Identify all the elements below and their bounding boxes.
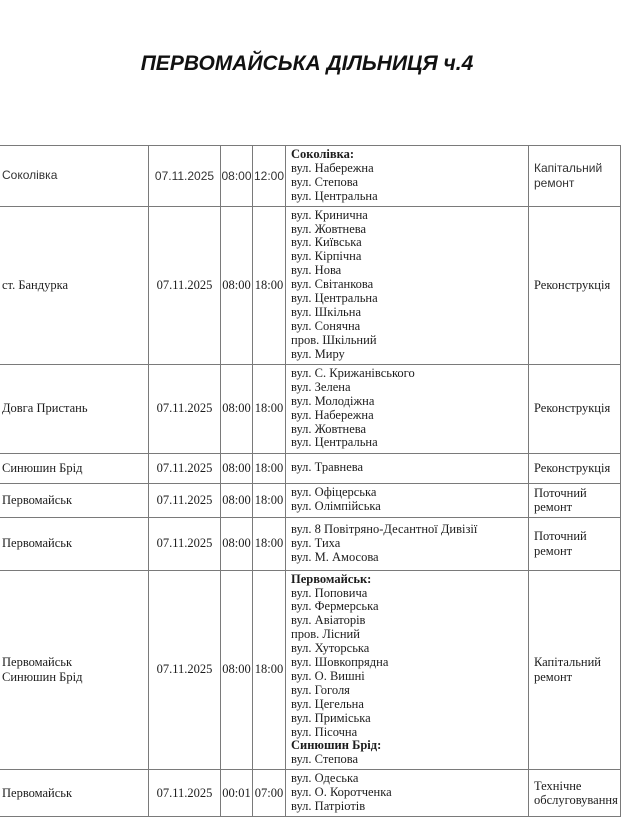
- street-line: вул. Кірпічна: [291, 249, 362, 264]
- work-type-cell: Реконструкція: [529, 365, 621, 453]
- street-line: вул. М. Амосова: [291, 549, 379, 564]
- location-line: Довга Пристань: [2, 401, 88, 416]
- street-line: вул. Гоголя: [291, 682, 350, 697]
- work-type-cell: Капітальний ремонт: [529, 146, 621, 206]
- end-time-cell: 18:00: [253, 207, 286, 364]
- location-cell: [0, 571, 149, 770]
- street-line: вул. Київська: [291, 235, 362, 250]
- table-row: [0, 146, 621, 207]
- work-type-cell: Технічне обслуговування: [529, 770, 621, 816]
- location-line: Первомайськ: [2, 492, 73, 507]
- work-type-cell: Реконструкція: [529, 207, 621, 364]
- date-cell: 07.11.2025: [149, 770, 221, 816]
- street-line: вул. Олімпійська: [291, 499, 381, 514]
- street-line: вул. Одеська: [291, 771, 359, 786]
- streets-cell: [286, 571, 529, 770]
- street-line: вул. Миру: [291, 346, 345, 361]
- start-time-cell: 08:00: [221, 365, 253, 453]
- streets-cell: [286, 365, 529, 453]
- location-cell: [0, 454, 149, 483]
- table-row: [0, 571, 621, 771]
- street-line: Синюшин Брід:: [291, 738, 382, 753]
- end-time-cell: 18:00: [253, 571, 286, 770]
- street-line: вул. С. Крижанівського: [291, 365, 415, 380]
- table-row: [0, 365, 621, 454]
- location-cell: [0, 207, 149, 364]
- street-line: вул. Жовтнева: [291, 421, 367, 436]
- work-type-cell: Поточний ремонт: [529, 518, 621, 570]
- street-line: вул. Цегельна: [291, 696, 364, 711]
- street-line: вул. Степова: [291, 752, 359, 767]
- location-cell: [0, 770, 149, 816]
- streets-cell: [286, 454, 529, 483]
- street-line: вул. Поповича: [291, 585, 368, 600]
- street-line: вул. Шовкопрядна: [291, 655, 389, 670]
- street-line: вул. Світанкова: [291, 277, 374, 292]
- start-time-cell: 08:00: [221, 454, 253, 483]
- location-cell: [0, 146, 149, 206]
- street-line: вул. Офіцерська: [291, 485, 377, 500]
- street-line: пров. Лісний: [291, 627, 360, 642]
- date-cell: 07.11.2025: [149, 518, 221, 570]
- street-line: вул. Центральна: [291, 435, 378, 450]
- location-line: Первомайськ: [2, 654, 73, 669]
- street-line: Первомайськ:: [291, 571, 372, 586]
- street-line: пров. Шкільний: [291, 332, 377, 347]
- location-line: Первомайськ: [2, 785, 73, 800]
- table-row: [0, 484, 621, 518]
- streets-cell: [286, 770, 529, 816]
- end-time-cell: 18:00: [253, 454, 286, 483]
- end-time-cell: 12:00: [253, 146, 286, 206]
- end-time-cell: 07:00: [253, 770, 286, 816]
- street-line: вул. Кринична: [291, 207, 368, 222]
- street-line: вул. Набережна: [291, 407, 374, 422]
- date-cell: 07.11.2025: [149, 454, 221, 483]
- start-time-cell: 08:00: [221, 484, 253, 517]
- street-line: вул. Шкільна: [291, 304, 361, 319]
- work-type-cell: Реконструкція: [529, 454, 621, 483]
- table-row: [0, 207, 621, 365]
- street-line: вул. Сонячна: [291, 318, 361, 333]
- location-cell: [0, 518, 149, 570]
- start-time-cell: 00:01: [221, 770, 253, 816]
- street-line: вул. Зелена: [291, 379, 351, 394]
- date-cell: 07.11.2025: [149, 146, 221, 206]
- street-line: вул. Центральна: [291, 188, 378, 203]
- street-line: Соколівка:: [291, 147, 355, 161]
- street-line: вул. О. Коротченка: [291, 785, 392, 800]
- streets-cell: [286, 146, 529, 206]
- location-line: ст. Бандурка: [2, 277, 69, 292]
- street-line: вул. Авіаторів: [291, 613, 366, 628]
- work-type-cell: Поточний ремонт: [529, 484, 621, 517]
- street-line: вул. Хуторська: [291, 641, 370, 656]
- street-line: вул. Степова: [291, 174, 359, 189]
- location-cell: [0, 365, 149, 453]
- streets-cell: [286, 207, 529, 364]
- date-cell: 07.11.2025: [149, 484, 221, 517]
- street-line: вул. Набережна: [291, 160, 374, 175]
- table-row: [0, 770, 621, 817]
- streets-cell: [286, 518, 529, 570]
- street-line: вул. Травнева: [291, 460, 364, 475]
- location-line: Первомайськ: [2, 536, 73, 551]
- street-line: вул. Жовтнева: [291, 221, 367, 236]
- start-time-cell: 08:00: [221, 207, 253, 364]
- page-title: ПЕРВОМАЙСЬКА ДІЛЬНИЦЯ ч.4: [140, 52, 474, 75]
- street-line: вул. Нова: [291, 263, 342, 278]
- table-row: [0, 454, 621, 484]
- street-line: вул. 8 Повітряно-Десантної Дивізії: [291, 521, 478, 536]
- street-line: вул. Тиха: [291, 535, 341, 550]
- streets-cell: [286, 484, 529, 517]
- street-line: вул. Патріотів: [291, 799, 366, 814]
- start-time-cell: 08:00: [221, 146, 253, 206]
- end-time-cell: 18:00: [253, 484, 286, 517]
- start-time-cell: 08:00: [221, 571, 253, 770]
- schedule-table: [0, 145, 621, 817]
- end-time-cell: 18:00: [253, 518, 286, 570]
- end-time-cell: 18:00: [253, 365, 286, 453]
- location-cell: [0, 484, 149, 517]
- street-line: вул. Молодіжна: [291, 393, 375, 408]
- work-type-cell: Капітальний ремонт: [529, 571, 621, 770]
- date-cell: 07.11.2025: [149, 207, 221, 364]
- start-time-cell: 08:00: [221, 518, 253, 570]
- street-line: вул. Приміська: [291, 710, 371, 725]
- street-line: вул. Центральна: [291, 291, 378, 306]
- location-line: Соколівка: [2, 168, 58, 183]
- page: [0, 52, 618, 814]
- street-line: вул. Пісочна: [291, 724, 358, 739]
- location-line: Синюшин Брід: [2, 460, 83, 475]
- location-line: Синюшин Брід: [2, 669, 83, 684]
- date-cell: 07.11.2025: [149, 571, 221, 770]
- date-cell: 07.11.2025: [149, 365, 221, 453]
- street-line: вул. Фермерська: [291, 599, 379, 614]
- street-line: вул. О. Вишні: [291, 668, 365, 683]
- table-row: [0, 518, 621, 571]
